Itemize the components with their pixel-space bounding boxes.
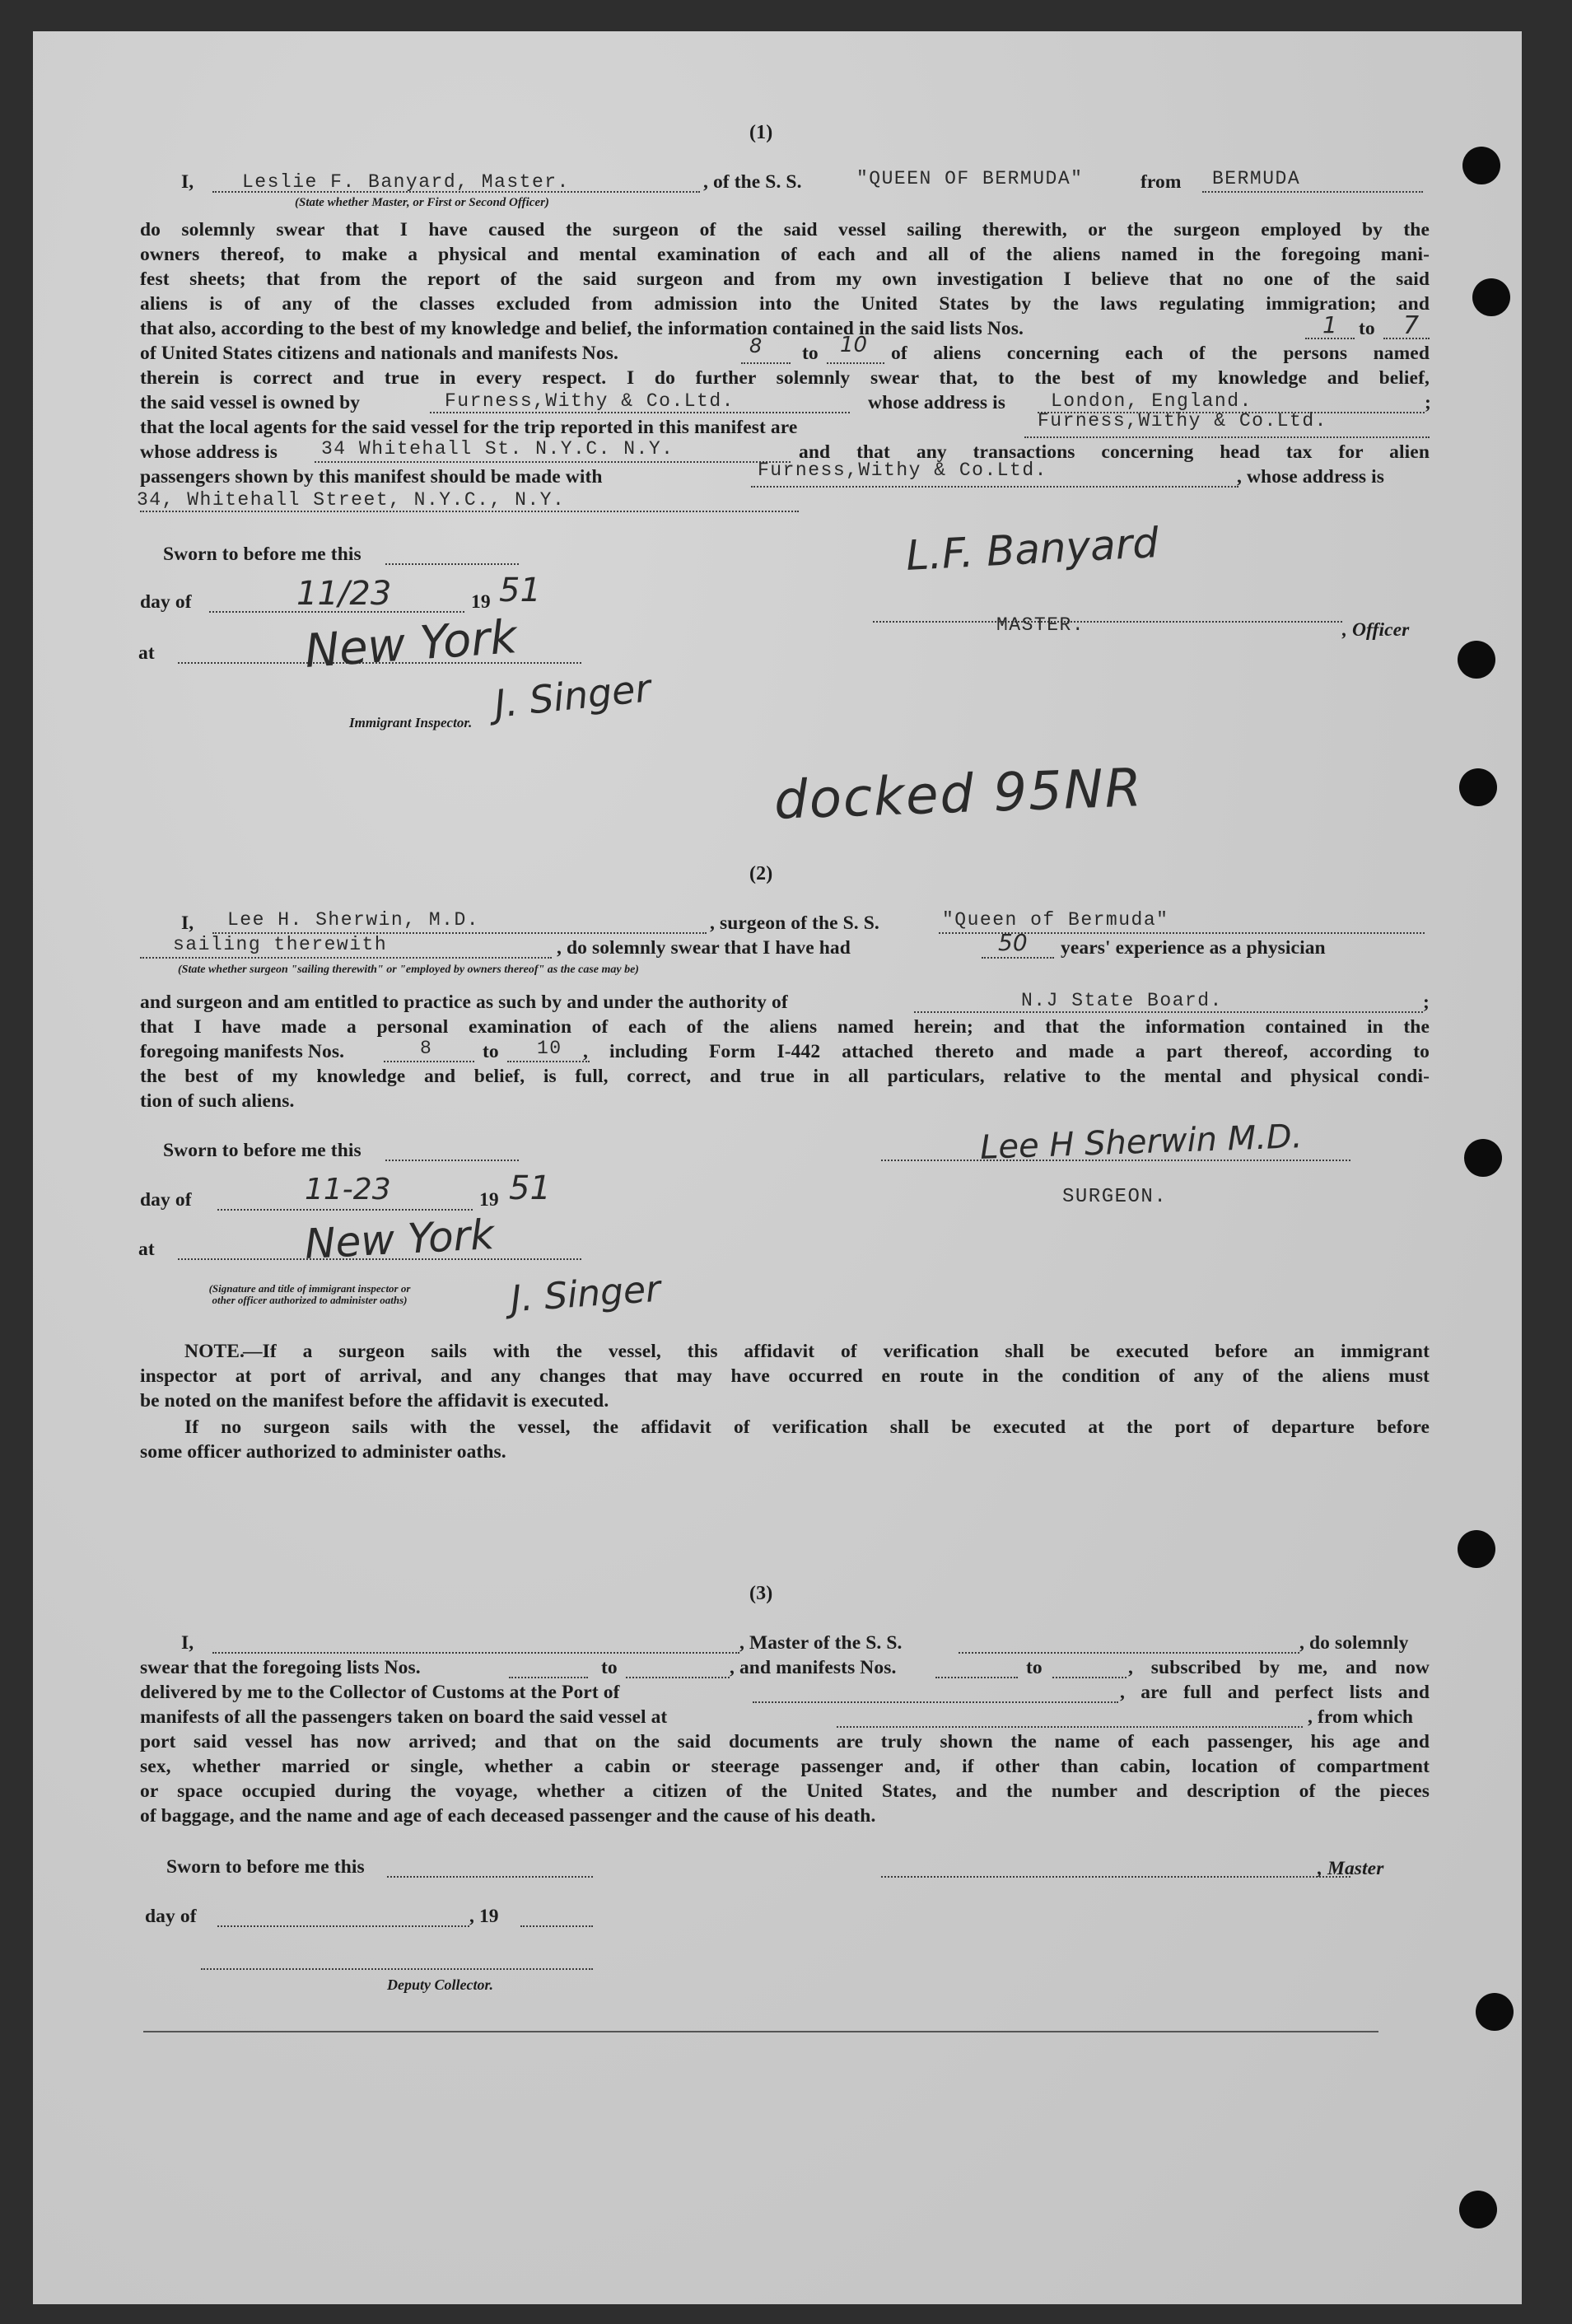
day-of-label: day of	[140, 1189, 192, 1211]
s3-lists-from-blank	[509, 1677, 588, 1678]
master-signature: L.F. Banyard	[904, 519, 1160, 580]
note-line: inspector at port of arrival, and any changes that may have occurred en route in the condition of any of the aliens must	[140, 1365, 1430, 1387]
day-of-label: day of	[145, 1906, 197, 1927]
s1-line: owners thereof, to make a physical and mental examination of each and all of the aliens named in the foregoing mani-	[140, 244, 1430, 265]
note-line: —If a surgeon sails with the vessel, this affidavit of verification shall be executed before an immigrant	[243, 1341, 1430, 1362]
s3-lists-to-blank	[626, 1677, 730, 1678]
semicolon: ;	[1425, 392, 1431, 413]
deputy-signature-blank	[201, 1968, 593, 1970]
agents-address-blank	[315, 461, 791, 463]
at-place: New York	[303, 1211, 496, 1268]
sworn-label: Sworn to before me this	[166, 1856, 365, 1878]
s2-line: foregoing manifests Nos.	[140, 1041, 345, 1062]
year-prefix: , 19	[469, 1906, 499, 1927]
bottom-rule	[143, 2031, 1378, 2032]
s2-line: , including Form I-442 attached thereto and made a part thereof, according to	[583, 1041, 1430, 1062]
manifests-to: 10	[840, 333, 868, 357]
owner-blank	[430, 412, 850, 413]
state-whether-caption: (State whether Master, or First or Second Officer)	[295, 196, 549, 209]
officer-label: , Officer	[1342, 619, 1410, 641]
of-ss-label: , of the S. S.	[703, 171, 802, 193]
sworn-date: 11/23	[296, 575, 392, 613]
s2-line: the best of my knowledge and belief, is full, correct, and true in all particulars, relative to the mental and physical condi-	[140, 1066, 1430, 1087]
surgeon-signature-blank	[881, 1160, 1350, 1161]
s1-line: do solemnly swear that I have caused the surgeon of the said vessel sailing therewith, or the surgeon employed by the	[140, 219, 1430, 240]
from-port: BERMUDA	[1212, 168, 1301, 189]
s2-line: years' experience as a physician	[1061, 937, 1326, 959]
s1-intro-label: I,	[181, 171, 194, 193]
sworn-blank	[385, 1160, 519, 1161]
punch-hole	[1459, 2191, 1497, 2228]
surgeon-of-label: , surgeon of the S. S.	[710, 912, 879, 934]
s3-line: manifests of all the passengers taken on board the said vessel at	[140, 1706, 668, 1728]
section-2-number: (2)	[749, 863, 773, 884]
s2-line: that I have made a personal examination of each of the aliens named herein; and that the information contained in the	[140, 1016, 1430, 1038]
to-label: to	[1359, 318, 1375, 339]
authority: N.J State Board.	[1021, 990, 1223, 1011]
surgeon-signature: Lee H Sherwin M.D.	[979, 1118, 1304, 1167]
date-blank	[217, 1925, 469, 1927]
nos-to-blank	[507, 1061, 590, 1062]
s1-line: the said vessel is owned by	[140, 392, 361, 413]
s3-line: I,	[181, 1632, 194, 1654]
note-line: some officer authorized to administer oaths.	[140, 1441, 506, 1463]
s3-manifests-to-blank	[1052, 1677, 1127, 1678]
s3-line: to	[1026, 1657, 1043, 1678]
semicolon: ;	[1423, 992, 1430, 1013]
manifests-to-blank	[827, 362, 884, 364]
lists-from: 1	[1322, 311, 1337, 338]
note-line: If no surgeon sails with the vessel, the affidavit of verification shall be executed at the port of departure before	[184, 1416, 1430, 1438]
note-label: NOTE.	[184, 1341, 245, 1362]
surgeon-state-caption: (State whether surgeon "sailing therewith" or "employed by owners thereof" as the case may be)	[178, 964, 639, 976]
agents-blank	[1024, 436, 1430, 438]
master-signature-blank	[873, 621, 1342, 623]
headtax-agent-blank	[751, 486, 1238, 488]
s1-line: that the local agents for the said vessel for the trip reported in this manifest are	[140, 417, 798, 438]
punch-hole	[1472, 278, 1510, 316]
at-label: at	[138, 1239, 155, 1260]
s2-line: and surgeon and am entitled to practice as such by and under the authority of	[140, 992, 788, 1013]
headtax-address-blank	[140, 511, 799, 512]
s1-line: of United States citizens and nationals and manifests Nos.	[140, 343, 618, 364]
s3-line: , are full and perfect lists and	[1120, 1682, 1430, 1703]
deputy-collector-caption: Deputy Collector.	[387, 1976, 493, 1993]
s2-line: tion of such aliens.	[140, 1090, 295, 1112]
manifest-page	[33, 31, 1522, 2304]
headtax-address: 34, Whitehall Street, N.Y.C., N.Y.	[137, 489, 566, 511]
ship-name: "QUEEN OF BERMUDA"	[856, 168, 1084, 189]
s2-sworn-date: 11-23	[305, 1173, 391, 1206]
section-1-number: (1)	[749, 122, 773, 143]
agents-address: 34 Whitehall St. N.Y.C. N.Y.	[321, 438, 674, 460]
punch-hole	[1458, 1530, 1495, 1568]
s3-line: or space occupied during the voyage, whether a citizen of the United States, and the number and description of the pieces	[140, 1780, 1430, 1802]
authority-blank	[914, 1011, 1423, 1013]
nos-to: 10	[537, 1038, 562, 1059]
master-label: , Master	[1318, 1858, 1384, 1879]
nos-from: 8	[420, 1038, 433, 1059]
s3-line: to	[601, 1657, 618, 1678]
s3-line: port said vessel has now arrived; and that on the said documents are truly shown the name of each passenger, his age and	[140, 1731, 1430, 1752]
year-prefix: 19	[479, 1189, 499, 1211]
s3-line: , from which	[1308, 1706, 1414, 1728]
s1-line: whose address is	[868, 392, 1006, 413]
s2-ship-name: "Queen of Bermuda"	[942, 909, 1169, 931]
lists-to: 7	[1403, 311, 1420, 340]
to-label: to	[483, 1041, 499, 1062]
s1-line: therein is correct and true in every respect. I do further solemnly swear that, to the best of my knowledge and belief,	[140, 367, 1430, 389]
s3-master-signature-blank	[881, 1876, 1350, 1878]
s1-line: , whose address is	[1237, 466, 1384, 488]
s3-master-blank	[212, 1652, 739, 1654]
s3-line: sex, whether married or single, whether a cabin or steerage passenger and, if other than cabin, location of compartment	[140, 1756, 1430, 1777]
sworn-label: Sworn to before me this	[163, 544, 362, 565]
year-prefix: 19	[471, 591, 491, 613]
s3-line: of baggage, and the name and age of each deceased passenger and the cause of his death.	[140, 1805, 876, 1827]
s3-port-taken-blank	[837, 1726, 1303, 1728]
owner-address: London, England.	[1051, 390, 1252, 412]
sworn-blank	[385, 563, 519, 565]
sworn-label: Sworn to before me this	[163, 1140, 362, 1161]
years-blank	[982, 957, 1054, 959]
s3-line: swear that the foregoing lists Nos.	[140, 1657, 421, 1678]
agents: Furness,Withy & Co.Ltd.	[1038, 410, 1327, 432]
from-port-blank	[1202, 191, 1423, 193]
docked-note: docked 95NR	[772, 758, 1145, 832]
at-place: New York	[303, 610, 519, 679]
sailing-blank	[140, 957, 552, 959]
from-label: from	[1141, 171, 1182, 193]
inspector-signature: J. Singer	[509, 1267, 662, 1321]
punch-hole	[1459, 768, 1497, 806]
to-label: to	[802, 343, 819, 364]
s3-line: , and manifests Nos.	[730, 1657, 897, 1678]
s1-line: whose address is	[140, 441, 278, 463]
surgeon-name: Lee H. Sherwin, M.D.	[227, 909, 480, 931]
manifests-from-blank	[741, 362, 791, 364]
punch-hole	[1476, 1993, 1514, 2031]
s1-line: and that any transactions concerning head tax for alien	[799, 441, 1430, 463]
s1-line: aliens is of any of the classes excluded from admission into the United States by the laws regulating immigration; and	[140, 293, 1430, 315]
day-of-label: day of	[140, 591, 192, 613]
at-label: at	[138, 642, 155, 664]
owner: Furness,Withy & Co.Ltd.	[445, 390, 735, 412]
master-title: MASTER.	[996, 614, 1085, 636]
s3-line: delivered by me to the Collector of Customs at the Port of	[140, 1682, 620, 1703]
inspector-caption: (Signature and title of immigrant inspector or other officer authorized to administer oaths)	[208, 1282, 411, 1306]
year-blank	[520, 1925, 593, 1927]
master-name: Leslie F. Banyard, Master.	[242, 171, 570, 193]
sworn-blank	[387, 1876, 593, 1878]
s2-line: , do solemnly swear that I have had	[557, 937, 851, 959]
s3-line: , Master of the S. S.	[739, 1632, 903, 1654]
note-line: be noted on the manifest before the affidavit is executed.	[140, 1390, 609, 1412]
punch-hole	[1462, 147, 1500, 184]
s1-line: that also, according to the best of my knowledge and belief, the information contained in the said lists Nos.	[140, 318, 1024, 339]
sailing-status: sailing therewith	[173, 934, 388, 955]
s1-line: of aliens concerning each of the persons named	[891, 343, 1430, 364]
s1-line: passengers shown by this manifest should be made with	[140, 466, 603, 488]
s1-line: fest sheets; that from the report of the said surgeon and from my own investigation I believe that no one of the said	[140, 268, 1430, 290]
year-suffix: 51	[509, 1169, 551, 1207]
section-3-number: (3)	[749, 1583, 773, 1604]
inspector-signature: J. Singer	[492, 665, 653, 726]
year-suffix: 51	[499, 572, 541, 609]
s3-line: , do solemnly	[1299, 1632, 1409, 1654]
punch-hole	[1464, 1139, 1502, 1177]
manifests-from: 8	[749, 334, 763, 357]
immigrant-inspector-caption: Immigrant Inspector.	[349, 715, 473, 730]
nos-from-blank	[384, 1061, 474, 1062]
s3-line: , subscribed by me, and now	[1128, 1657, 1430, 1678]
surgeon-title: SURGEON.	[1062, 1186, 1168, 1208]
date-blank	[217, 1209, 473, 1211]
s3-manifests-from-blank	[935, 1677, 1018, 1678]
s3-port-blank	[753, 1701, 1118, 1703]
s2-intro-label: I,	[181, 912, 194, 934]
headtax-agent: Furness,Withy & Co.Ltd.	[758, 460, 1047, 481]
years-experience: 50	[998, 929, 1028, 956]
s3-ship-blank	[959, 1652, 1299, 1654]
punch-hole	[1458, 641, 1495, 679]
